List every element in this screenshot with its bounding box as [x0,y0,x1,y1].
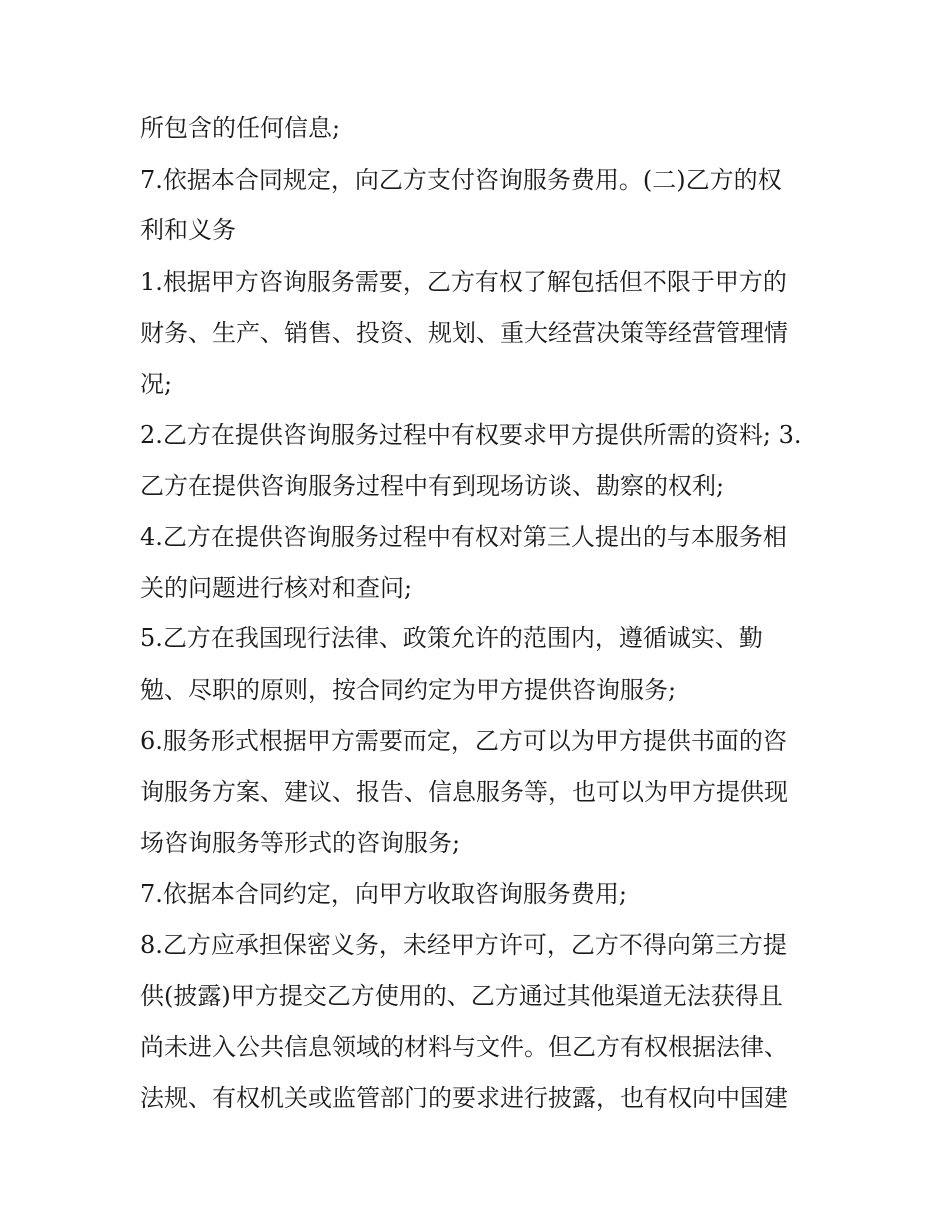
text-line: 所包含的任何信息; [140,114,341,142]
text-line: 8.乙方应承担保密义务，未经甲方许可，乙方不得向第三方提 [140,931,787,959]
text-line: 财务、生产、销售、投资、规划、重大经营决策等经营管理情 [140,319,788,347]
text-line: 尚未进入公共信息领域的材料与文件。但乙方有权根据法律、 [140,1033,788,1061]
text-line: 关的问题进行核对和查问; [140,574,413,602]
text-line: 询服务方案、建议、报告、信息服务等，也可以为甲方提供现 [140,778,788,806]
text-line: 2.乙方在提供咨询服务过程中有权要求甲方提供所需的资料; 3. [140,421,802,449]
text-line: 7.依据本合同规定，向乙方支付咨询服务费用。(二)乙方的权 [140,166,782,194]
text-line: 利和义务 [140,216,236,244]
text-line: 勉、尽职的原则，按合同约定为甲方提供咨询服务; [140,676,677,704]
text-line: 6.服务形式根据甲方需要而定，乙方可以为甲方提供书面的咨 [140,727,787,755]
text-line: 况; [140,370,173,398]
text-line: 5.乙方在我国现行法律、政策允许的范围内，遵循诚实、勤 [140,624,763,652]
text-line: 场咨询服务等形式的咨询服务; [140,829,461,857]
text-line: 4.乙方在提供咨询服务过程中有权对第三人提出的与本服务相 [140,523,787,551]
text-line: 乙方在提供咨询服务过程中有到现场访谈、勘察的权利; [140,472,725,500]
text-line: 法规、有权机关或监管部门的要求进行披露，也有权向中国建 [140,1084,788,1112]
text-line: 供(披露)甲方提交乙方使用的、乙方通过其他渠道无法获得且 [140,982,783,1010]
text-line: 1.根据甲方咨询服务需要，乙方有权了解包括但不限于甲方的 [140,268,787,296]
text-line: 7.依据本合同约定，向甲方收取咨询服务费用; [140,880,627,908]
